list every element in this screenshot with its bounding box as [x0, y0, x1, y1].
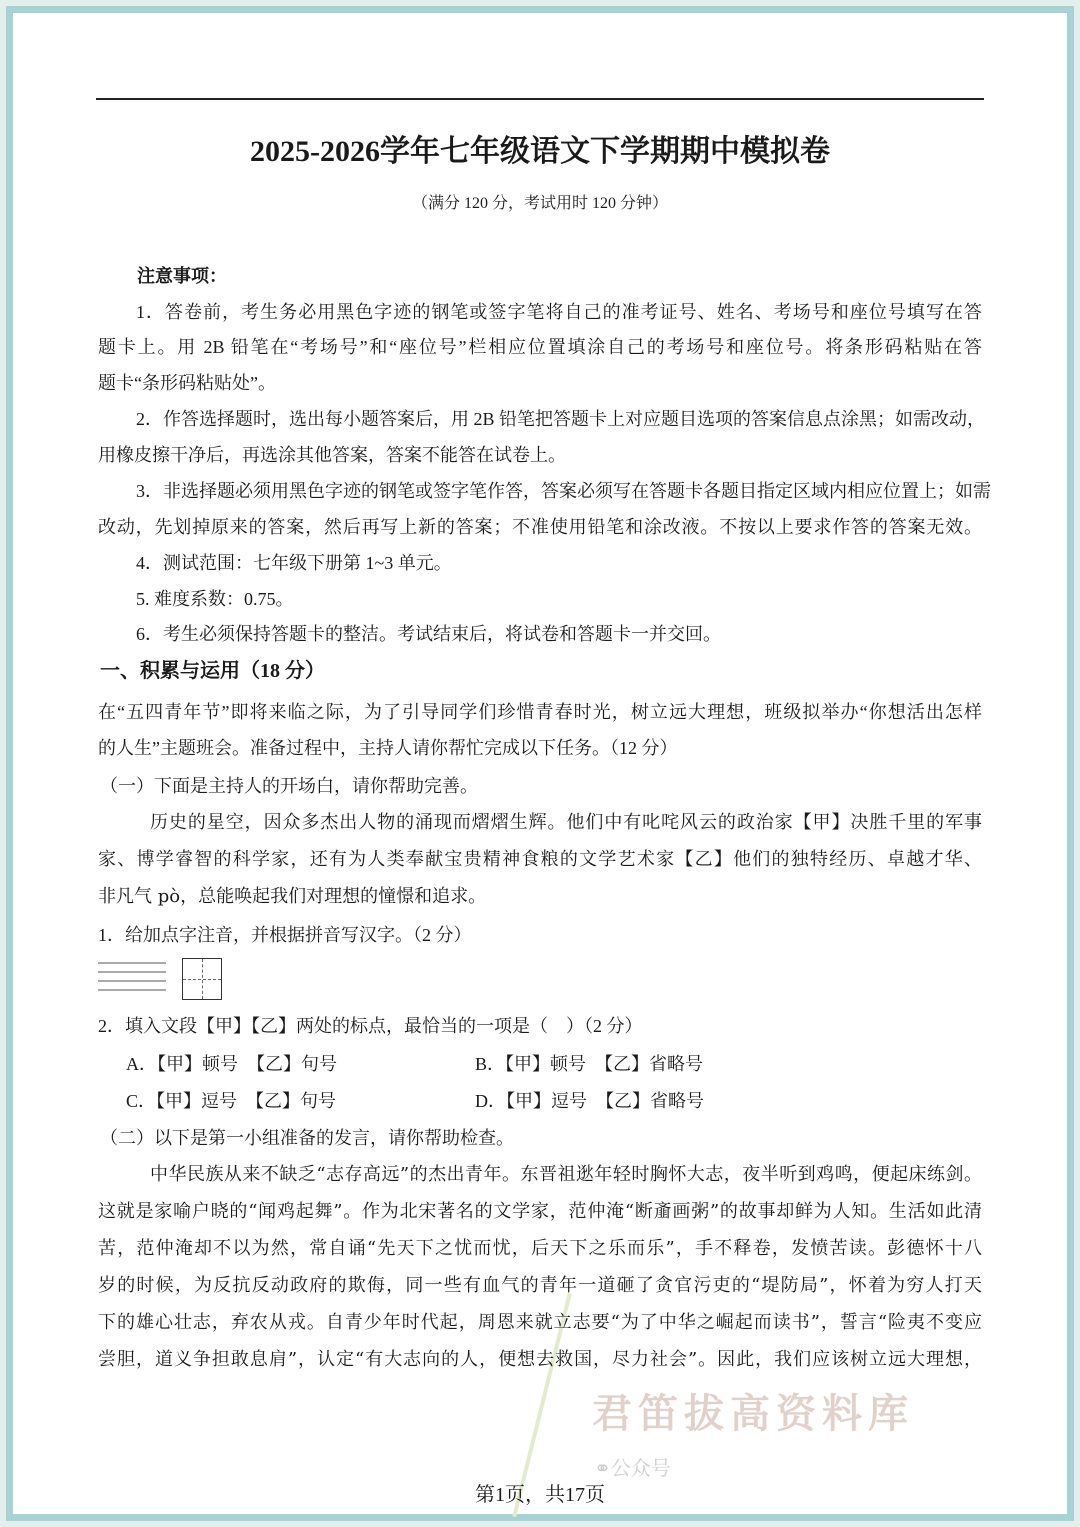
page-footer: 第1页，共17页	[475, 1484, 605, 1506]
notice-line: 5. 难度系数：0.75。	[136, 589, 294, 609]
notice-line: 用橡皮擦干净后，再选涂其他答案，答案不能答在试卷上。	[98, 445, 566, 465]
passage-line: 历史的星空，因众多杰出人物的涌现而熠熠生辉。他们中有叱咤风云的政治家【甲】决胜千里的军事	[150, 812, 982, 833]
notice-line: 改动，先划掉原来的答案，然后再写上新的答案；不准使用铅笔和涂改液。不按以上要求作答的答案无效。	[98, 517, 982, 537]
notice-heading: 注意事项：	[137, 266, 227, 286]
passage-line: 尝胆，道义争担敢息肩”，认定“有大志向的人，便想去救国，尽力社会”。因此，我们应该树立远大理想，	[98, 1349, 982, 1370]
notice-line: 题卡上。用 2B 铅笔在“考场号”和“座位号”栏相应位置填涂自己的考场号和座位号。将条形码粘贴在答	[98, 337, 982, 357]
intro-line: 的人生”主题班会。准备过程中，主持人请你帮忙完成以下任务。（12 分）	[98, 738, 678, 758]
answer-blank-lines[interactable]	[98, 962, 166, 996]
option-a[interactable]: A．【甲】顿号 【乙】句号	[126, 1054, 337, 1074]
passage-line: 这就是家喻户晓的“闻鸡起舞”。作为北宋著名的文学家，范仲淹“断齑画粥”的故事却鲜为人知。生活如此清	[98, 1201, 982, 1222]
passage-line: 岁的时候，为反抗反动政府的欺侮，同一些有血气的青年一道砸了贪官污吏的“堤防局”，怀着为穷人打天	[98, 1275, 982, 1296]
notice-line: 1．答卷前，考生务必用黑色字迹的钢笔或签字笔将自己的准考证号、姓名、考场号和座位号填写在答	[136, 302, 982, 322]
option-b[interactable]: B．【甲】顿号 【乙】省略号	[475, 1054, 704, 1074]
link-icon: ⚭	[594, 1456, 611, 1480]
notice-line: 4．测试范围：七年级下册第 1~3 单元。	[136, 553, 452, 573]
question-2: 2．填入文段【甲】【乙】两处的标点，最恰当的一项是（ ）（2 分）	[98, 1016, 643, 1036]
notice-line: 2．作答选择题时，选出每小题答案后，用 2B 铅笔把答题卡上对应题目选项的答案信息点涂黑；如需改动，	[136, 409, 986, 429]
option-d[interactable]: D．【甲】逗号 【乙】省略号	[475, 1091, 704, 1111]
passage-line: 中华民族从来不缺乏“志存高远”的杰出青年。东晋祖逖年轻时胸怀大志，夜半听到鸡鸣，便起床练剑。	[150, 1164, 982, 1185]
character-answer-box[interactable]	[182, 958, 222, 1000]
page-title: 2025-2026学年七年级语文下学期期中模拟卷	[250, 135, 830, 168]
intro-line: 在“五四青年节”即将来临之际，为了引导同学们珍惜青春时光，树立远大理想，班级拟举办“你想活出怎样	[98, 702, 982, 722]
notice-line: 3．非选择题必须用黑色字迹的钢笔或签字笔作答，答案必须写在答题卡各题目指定区域内相应位置上；如需	[136, 481, 991, 501]
passage-line: 非凡气 pò，总能唤起我们对理想的憧憬和追求。	[98, 886, 487, 907]
watermark-logo: 君笛拔高资料库	[592, 1391, 914, 1437]
notice-line: 6．考生必须保持答题卡的整洁。考试结束后，将试卷和答题卡一并交回。	[136, 624, 721, 644]
page-subtitle: （满分 120 分，考试用时 120 分钟）	[411, 195, 668, 212]
question-1: 1．给加点字注音，并根据拼音写汉字。（2 分）	[98, 925, 472, 945]
watermark-sub	[594, 1452, 671, 1481]
header-rule	[96, 98, 984, 100]
section-heading: 一、积累与运用（18 分）	[100, 660, 325, 682]
passage-line: 家、博学睿智的科学家，还有为人类奉献宝贵精神食粮的文学艺术家【乙】他们的独特经历、卓越才华、	[98, 849, 982, 870]
watermark-sub-text: 公众号	[610, 1456, 671, 1480]
part-heading: （一）下面是主持人的开场白，请你帮助完善。	[100, 776, 478, 796]
part-heading: （二）以下是第一小组准备的发言，请你帮助检查。	[100, 1128, 514, 1148]
passage-line: 下的雄心壮志，弃农从戎。自青少年时代起，周恩来就立志要“为了中华之崛起而读书”，誓言“险夷不变应	[98, 1312, 982, 1333]
notice-line: 题卡“条形码粘贴处”。	[98, 373, 276, 393]
option-c[interactable]: C．【甲】逗号 【乙】句号	[126, 1091, 337, 1111]
passage-line: 苦，范仲淹却不以为然，常自诵“先天下之忧而忧，后天下之乐而乐”，手不释卷，发愤苦读。彭德怀十八	[98, 1238, 982, 1259]
